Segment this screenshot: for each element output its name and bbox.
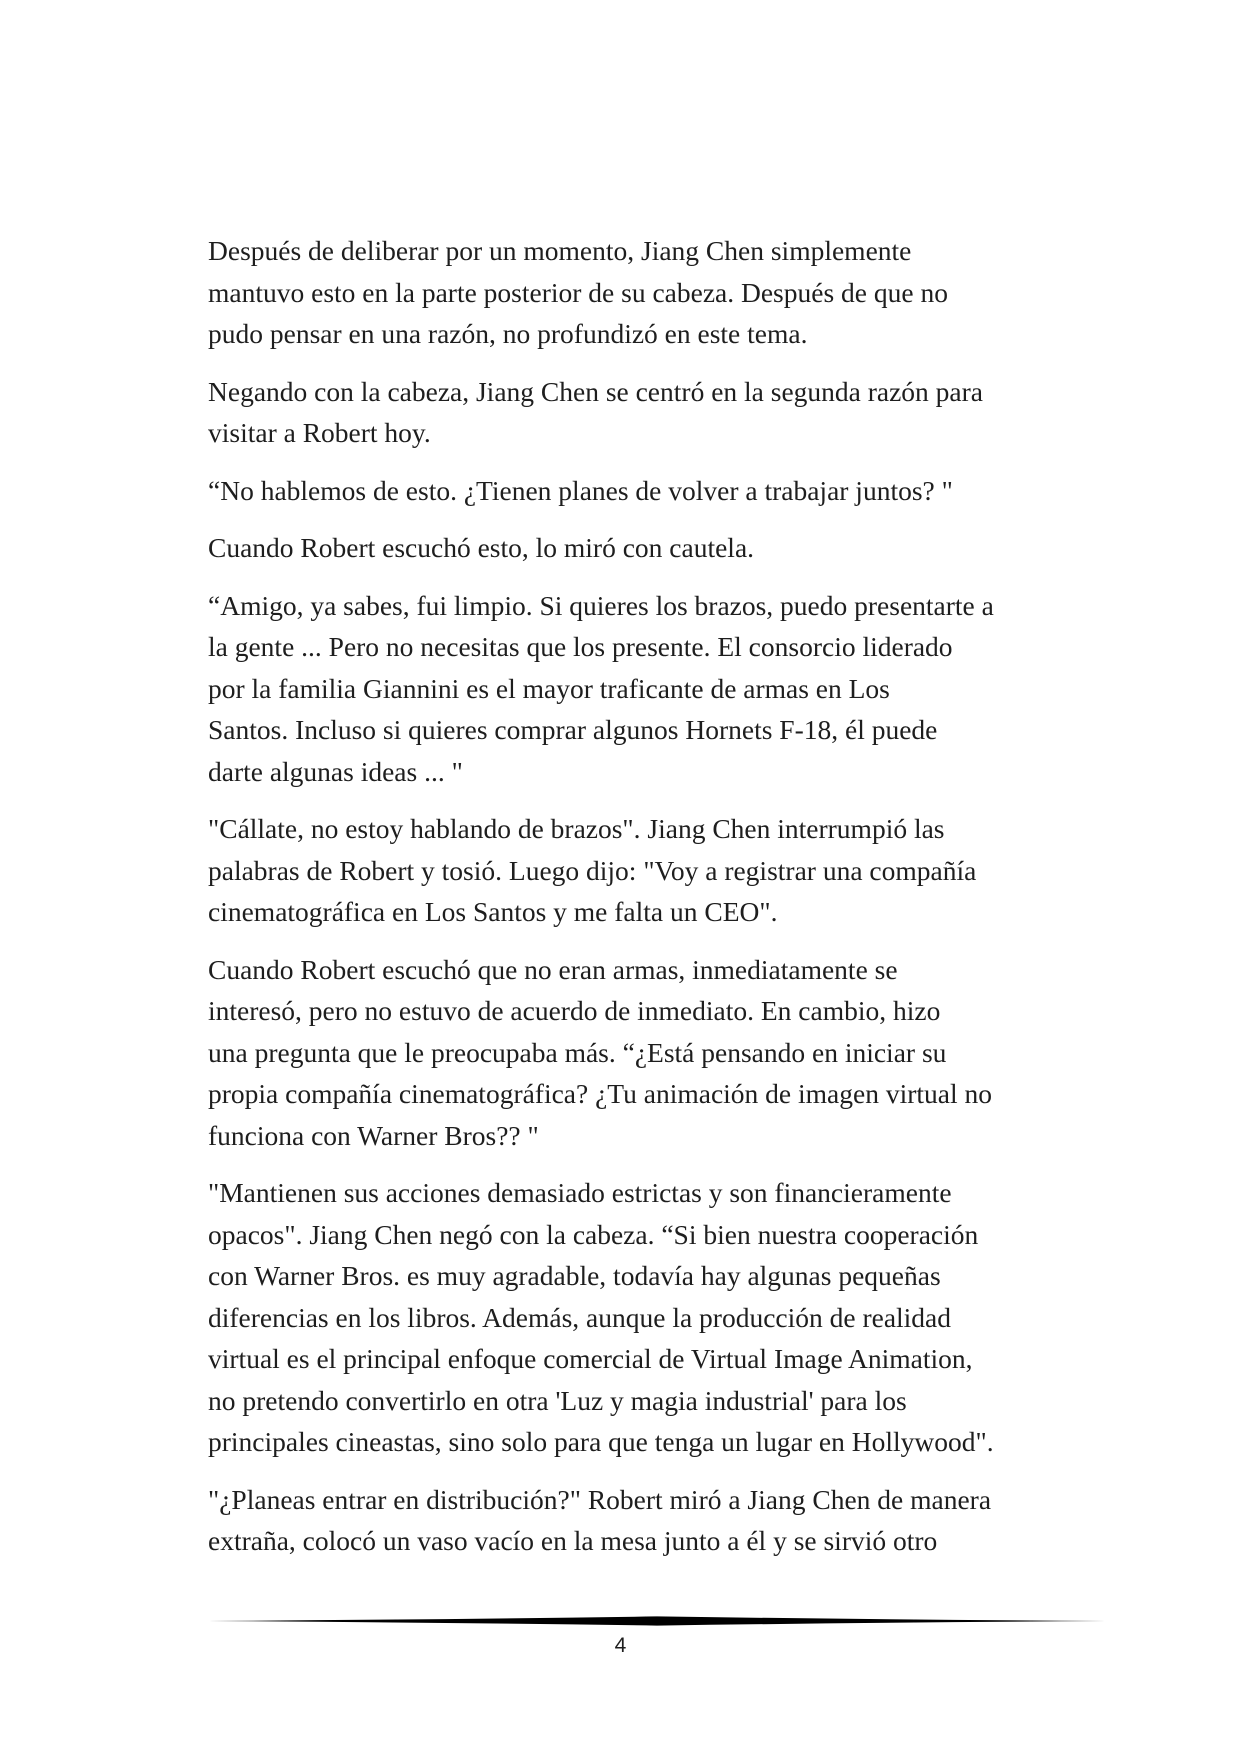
paragraph: "Mantienen sus acciones demasiado estrictas y son financieramente opacos". Jiang Chen negó con la cabeza. “Si bien nuestra cooperación con Warner Bros. es muy agradable, todavía hay algunas pequeñas diferencias en los libros. Además, aunque la producción de realidad virtual es el principal enfoque comercial de Virtual Image Animation, no pretendo convertirlo en otra 'Luz y magia industrial' para los principales cineastas, sino solo para que tenga un lugar en Hollywood". [208, 1177, 994, 1457]
paragraph: Después de deliberar por un momento, Jiang Chen simplemente mantuvo esto en la parte posterior de su cabeza. Después de que no pudo pensar en una razón, no profundizó en este tema. [208, 235, 948, 349]
page-body [208, 230, 1068, 1578]
paragraph: “Amigo, ya sabes, fui limpio. Si quieres los brazos, puedo presentarte a la gente ... Pero no necesitas que los presente. El consorcio liderado por la familia Giannini es el mayor traficante de armas en Los Santos. Incluso si quieres comprar algunos Hornets F-18, él puede darte algunas ideas ... " [208, 589, 994, 787]
page-number: 4 [614, 1634, 627, 1657]
paragraph: "¿Planeas entrar en distribución?" Robert miró a Jiang Chen de manera extraña, colocó un vaso vacío en la mesa junto a él y se sirvió otro [208, 1483, 992, 1556]
paragraph: “No hablemos de esto. ¿Tienen planes de volver a trabajar juntos? " [208, 474, 953, 506]
paragraph: Cuando Robert escuchó que no eran armas, inmediatamente se interesó, pero no estuvo de acuerdo de inmediato. En cambio, hizo una pregunta que le preocupaba más. “¿Está pensando en iniciar su propia compañía cinematográfica? ¿Tu animación de imagen virtual no funciona con Warner Bros?? " [208, 953, 992, 1151]
paragraph: Negando con la cabeza, Jiang Chen se centró en la segunda razón para visitar a Robert hoy. [208, 375, 983, 448]
footer-divider [208, 1614, 1106, 1628]
paragraph: "Cállate, no estoy hablando de brazos". Jiang Chen interrumpió las palabras de Robert y tosió. Luego dijo: "Voy a registrar una compañía cinematográfica en Los Santos y me falta un CEO". [208, 813, 977, 927]
paragraph: Cuando Robert escuchó esto, lo miró con cautela. [208, 532, 755, 563]
